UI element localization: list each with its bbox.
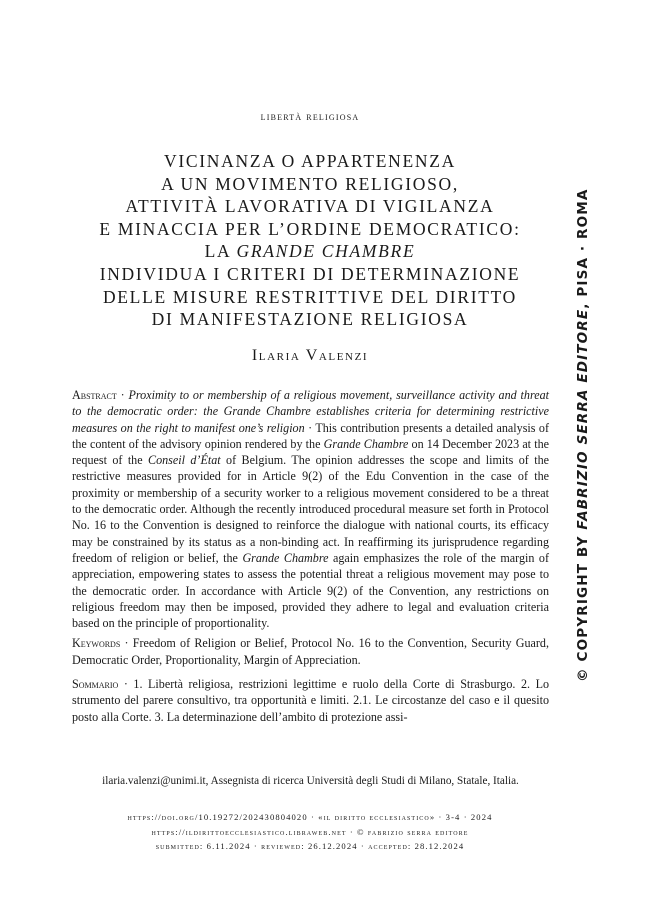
title-line-prefix: LA: [204, 241, 237, 262]
title-line: VICINANZA O APPARTENENZA: [164, 151, 456, 171]
author-name: Ilaria Valenzi: [251, 347, 369, 364]
section-label: libertà religiosa: [260, 111, 360, 123]
copyright-prefix: © COPYRIGHT BY: [575, 529, 591, 682]
title-line: A UN MOVIMENTO RELIGIOSO,: [161, 173, 459, 194]
doi-line: https://doi.org/10.19272/202430804020 · «il diritto ecclesiastico» · 3-4 · 2024: [127, 812, 493, 822]
imprint-block: [0, 810, 620, 854]
author-footnote: ilaria.valenzi@unimi.it, Assegnista di ricerca Università degli Studi di Milano, Statale, Italia.: [102, 775, 519, 787]
title-line-italic: GRANDE CHAMBRE: [236, 241, 416, 262]
abstract-paragraph: [72, 387, 549, 631]
sommario-paragraph: [72, 676, 549, 725]
keywords-text: Freedom of Religion or Belief, Protocol No. 16 to the Convention, Security Guard, Democratic Order, Proportionality, Margin of Appreciation.: [72, 636, 550, 667]
abstract-label: Abstract: [72, 388, 117, 402]
copyright-suffix: , PISA · ROMA: [575, 188, 591, 309]
keywords-paragraph: [72, 635, 549, 668]
abstract-italic: Grande Chambre: [242, 550, 329, 565]
copyright-text: [571, 188, 595, 682]
abstract-block: [72, 387, 549, 729]
title-line: ATTIVITÀ LAVORATIVA DI VIGILANZA: [125, 196, 495, 217]
title-line: DI MANIFESTAZIONE RELIGIOSA: [151, 309, 469, 330]
sommario-label: Sommario: [72, 677, 119, 692]
abstract-text: again emphasizes the role of the margin of appreciation, empowering states to assess the potential threat a religious movement may pose to the democratic order. In accordance with Article 9(2) of the Convention, any restrictions on religious freedom may then be imposed, provided they adhere to legal and evaluation criteria based on the principle of proportionality.: [72, 550, 549, 631]
title-line: [40, 240, 580, 263]
abstract-text: on 14 December 2023 at the request of the: [72, 436, 549, 468]
copyright-publisher: FABRIZIO SERRA EDITORE: [575, 308, 591, 530]
article-title: [40, 150, 580, 331]
separator: ·: [118, 677, 134, 692]
separator: ·: [304, 420, 316, 435]
abstract-text: This contribution presents a detailed analysis of the content of the advisory opinion rendered by the: [72, 420, 550, 451]
journal-url-line: https://ildirittoecclesiastico.libraweb.net · © fabrizio serra editore: [151, 826, 469, 837]
title-line: DELLE MISURE RESTRITTIVE DEL DIRITTO: [102, 286, 518, 307]
separator: ·: [120, 636, 133, 651]
keywords-label: Keywords: [72, 636, 121, 651]
dates-line: submitted: 6.11.2024 · reviewed: 26.12.2024 · accepted: 28.12.2024: [155, 841, 465, 852]
abstract-italic: Conseil d’État: [148, 453, 221, 468]
abstract-italic: Grande Chambre: [323, 436, 409, 451]
abstract-text: of Belgium. The opinion addresses the scope and limits of the restrictive measures provided for in Article 9(2) of the Edu Convention in the case of the proximity or membership of a security worker to a religious movement considered to be a threat to the democratic order. Although the recently introduced procedural measure set forth in Protocol No. 16 to the Convention is designed to reinforce the dialogue with national courts, its efficacy may be constrained by its status as a non-binding act. In reaffirming its jurisprudence regarding freedom of religion or belief, the: [72, 453, 549, 565]
title-line: E MINACCIA PER L’ORDINE DEMOCRATICO:: [99, 218, 521, 239]
title-line: INDIVIDUA I CRITERI DI DETERMINAZIONE: [99, 263, 521, 284]
separator: ·: [116, 388, 129, 402]
sommario-text: 1. Libertà religiosa, restrizioni legittime e ruolo della Corte di Strasburgo. 2. Lo strumento del parere consultivo, tra opportunità e limiti. 2.1. Le circostanze del caso e il quesito posto alla Corte. 3. La determinazione dell’ambito di protezione assi-: [72, 677, 550, 724]
copyright-sidebar: [571, 188, 595, 682]
abstract-english-title: Proximity to or membership of a religious movement, surveillance activity and threat to the democratic order: the Grande Chambre establishes criteria for determining restrictive measures on the right to manifest one’s religion: [72, 388, 549, 435]
